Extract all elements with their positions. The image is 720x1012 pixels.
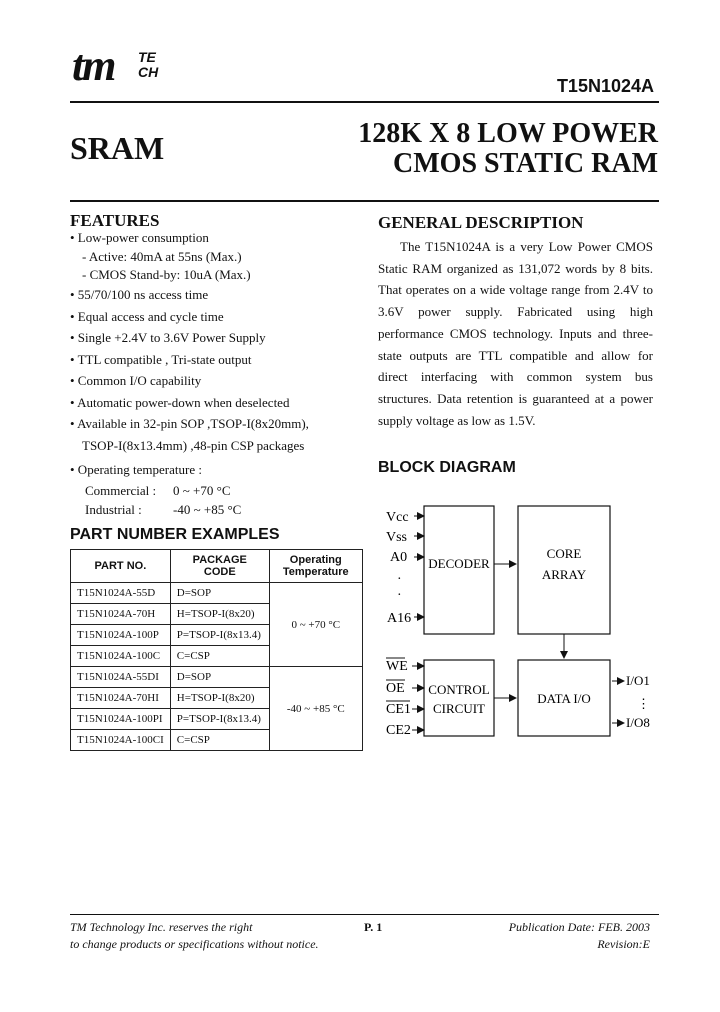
feature-item: • Single +2.4V to 3.6V Power Supply: [70, 330, 266, 345]
package-cell: D=SOP: [170, 667, 269, 688]
control-label: CONTROL: [428, 682, 490, 697]
core-label: CORE: [546, 546, 582, 561]
col-temp-header: [269, 550, 362, 583]
vss-label: Vss: [386, 530, 408, 545]
feature-item: • Equal access and cycle time: [70, 308, 224, 324]
company-logo: [72, 41, 182, 96]
block-diagram-heading: BLOCK DIAGRAM: [378, 459, 516, 476]
feature-item: • Low-power consumption: [70, 230, 209, 245]
temp-cell-commercial: 0 ~ +70 °C: [269, 583, 362, 667]
vcc-label: Vcc: [386, 510, 409, 525]
part-number-table: [70, 549, 363, 751]
feature-item: - CMOS Stand-by: 10uA (Max.): [82, 267, 251, 282]
package-cell: P=TSOP-I(8x13.4): [170, 709, 269, 730]
col-package-header: [170, 550, 269, 583]
part-cell: T15N1024A-100C: [71, 646, 171, 667]
publication-date: Publication Date: FEB. 2003: [508, 920, 650, 934]
part-cell: T15N1024A-55D: [71, 583, 171, 604]
part-cell: T15N1024A-70HI: [71, 688, 171, 709]
header-rule: [70, 101, 659, 103]
package-cell: D=SOP: [170, 583, 269, 604]
feature-item: • Automatic power-down when deselected: [70, 394, 290, 410]
footer-notice-line2: to change products or specifications without notice.: [70, 937, 319, 951]
col-part-header: PART NO.: [71, 550, 171, 583]
ce1-label: CE1: [386, 702, 411, 717]
general-description-heading: GENERAL DESCRIPTION: [378, 213, 584, 232]
general-description-body: The T15N1024A is a very Low Power CMOS Static RAM organized as 131,072 words by 8 bits. That operates on a wide voltage range from 2.4V to 3.6V power supply. Fabricated using high performance CMOS technology. Inputs and three-state outputs are TTL compatible and allow for direct interfacing with common system bus structures. Data retention is guaranteed at a power supply voltage as low as 1.5V.: [378, 239, 653, 428]
header-part-number: T15N1024A: [556, 76, 654, 96]
array-label: ARRAY: [541, 567, 587, 582]
product-title-line2: CMOS STATIC RAM: [393, 148, 658, 179]
temp-cell-industrial: -40 ~ +85 °C: [269, 667, 362, 751]
io1-label: I/O1: [626, 673, 650, 688]
part-cell: T15N1024A-100CI: [71, 730, 171, 751]
part-number-heading: PART NUMBER EXAMPLES: [70, 526, 280, 543]
feature-item: • Operating temperature :: [70, 462, 202, 477]
ce2-label: CE2: [386, 723, 411, 738]
we-label: WE: [386, 659, 408, 674]
package-cell: H=TSOP-I(8x20): [170, 604, 269, 625]
a16-label: A16: [387, 611, 412, 626]
footer-notice-line1: TM Technology Inc. reserves the right: [70, 920, 253, 934]
io8-label: I/O8: [626, 715, 650, 730]
general-description-text: [378, 236, 653, 431]
decoder-label: DECODER: [428, 556, 490, 571]
temp-industrial-label: Industrial :: [85, 501, 142, 517]
category-title: SRAM: [70, 130, 165, 166]
oe-label: OE: [386, 681, 405, 696]
features-list: [70, 228, 360, 519]
revision: Revision:E: [597, 937, 650, 951]
col-temp-line1: Operating: [289, 554, 342, 566]
temp-commercial-row: [70, 481, 360, 500]
table-row: [71, 667, 363, 688]
dot-1: ·: [397, 572, 402, 587]
page-number: P. 1: [364, 920, 383, 934]
col-package-line1: PACKAGE: [192, 554, 247, 566]
dot-2: ·: [397, 588, 402, 603]
a0-label: A0: [390, 550, 408, 565]
part-cell: T15N1024A-55DI: [71, 667, 171, 688]
block-diagram: [380, 498, 660, 748]
package-cell: C=CSP: [170, 646, 269, 667]
feature-item: • 55/70/100 ns access time: [70, 287, 209, 302]
table-row: [71, 583, 363, 604]
package-cell: P=TSOP-I(8x13.4): [170, 625, 269, 646]
col-temp-line2: Temperature: [282, 566, 349, 578]
package-cell: H=TSOP-I(8x20): [170, 688, 269, 709]
temp-industrial-row: [70, 500, 360, 519]
control-circuit-block: [424, 660, 494, 736]
logo-ch: CH: [138, 64, 159, 80]
feature-item: • Available in 32-pin SOP ,TSOP-I(8x20mm),: [70, 416, 309, 431]
part-cell: T15N1024A-100P: [71, 625, 171, 646]
part-cell: T15N1024A-70H: [71, 604, 171, 625]
feature-item: - Active: 40mA at 55ns (Max.): [82, 249, 242, 264]
part-cell: T15N1024A-100PI: [71, 709, 171, 730]
title-rule: [70, 200, 659, 202]
col-package-line2: CODE: [203, 566, 236, 578]
data-io-label: DATA I/O: [537, 691, 591, 706]
logo-mark: tm: [72, 41, 115, 90]
feature-item: TSOP-I(8x13.4mm) ,48-pin CSP packages: [82, 437, 305, 453]
temp-commercial-value: 0 ~ +70 °C: [173, 482, 231, 498]
temp-industrial-value: -40 ~ +85 °C: [173, 501, 242, 517]
io-separator: ⋮: [637, 696, 650, 711]
feature-item: • TTL compatible , Tri-state output: [70, 351, 252, 367]
temp-commercial-label: Commercial :: [85, 482, 157, 498]
circuit-label: CIRCUIT: [433, 701, 485, 716]
logo-te: TE: [138, 49, 156, 65]
footer-rule: [70, 914, 659, 915]
product-title-line1: 128K X 8 LOW POWER: [358, 118, 658, 149]
features-heading: FEATURES: [70, 211, 160, 230]
feature-item: • Common I/O capability: [70, 373, 202, 388]
package-cell: C=CSP: [170, 730, 269, 751]
